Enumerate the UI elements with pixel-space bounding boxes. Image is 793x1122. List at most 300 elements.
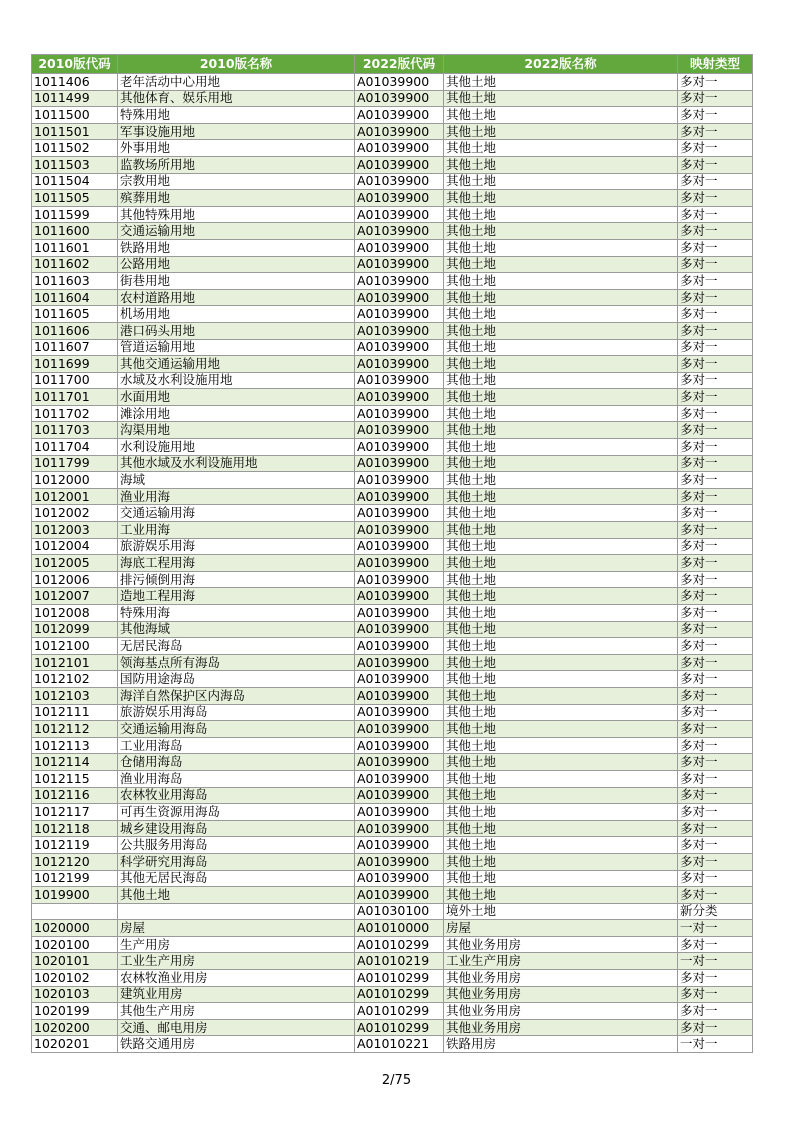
code-mapping-table: [31, 54, 753, 1053]
cell-2022-code: A01039900: [355, 787, 444, 804]
cell-2022-name: 其他土地: [444, 206, 678, 223]
table-body: [32, 74, 753, 1053]
cell-2010-code: 1020102: [32, 970, 118, 987]
cell-2022-code: A01039900: [355, 256, 444, 273]
cell-mapping-type: 多对一: [678, 1019, 753, 1036]
cell-2010-code: 1012119: [32, 837, 118, 854]
table-row: [32, 555, 753, 572]
cell-2010-name: 老年活动中心用地: [118, 74, 355, 91]
cell-2022-name: 铁路用房: [444, 1036, 678, 1053]
cell-mapping-type: 多对一: [678, 306, 753, 323]
cell-mapping-type: 多对一: [678, 372, 753, 389]
cell-2010-code: 1020101: [32, 953, 118, 970]
cell-2022-name: 其他土地: [444, 522, 678, 539]
cell-2010-code: 1011499: [32, 90, 118, 107]
cell-2010-code: 1011799: [32, 455, 118, 472]
cell-mapping-type: 多对一: [678, 986, 753, 1003]
cell-2022-name: 房屋: [444, 920, 678, 937]
cell-2022-name: 其他土地: [444, 439, 678, 456]
cell-2010-name: 农林牧业用海岛: [118, 787, 355, 804]
cell-2022-name: 其他土地: [444, 405, 678, 422]
cell-2010-name: 铁路交通用房: [118, 1036, 355, 1053]
page-number: 2/75: [381, 1073, 412, 1088]
cell-mapping-type: 多对一: [678, 787, 753, 804]
table-row: [32, 273, 753, 290]
cell-mapping-type: 多对一: [678, 970, 753, 987]
cell-2010-name: 机场用地: [118, 306, 355, 323]
cell-2022-code: A01039900: [355, 356, 444, 373]
table-row: [32, 405, 753, 422]
cell-2010-name: 其他海域: [118, 621, 355, 638]
cell-mapping-type: 多对一: [678, 123, 753, 140]
cell-2010-name: 其他土地: [118, 887, 355, 904]
cell-2010-code: 1011606: [32, 322, 118, 339]
table-row: [32, 853, 753, 870]
table-row: [32, 770, 753, 787]
cell-mapping-type: 多对一: [678, 754, 753, 771]
cell-2010-code: 1012000: [32, 472, 118, 489]
table-row: [32, 505, 753, 522]
cell-2022-name: 其他土地: [444, 770, 678, 787]
cell-2010-name: 交通运输用海: [118, 505, 355, 522]
cell-2010-code: 1011599: [32, 206, 118, 223]
cell-2010-name: 可再生资源用海岛: [118, 804, 355, 821]
cell-2022-code: A01039900: [355, 123, 444, 140]
cell-mapping-type: 多对一: [678, 887, 753, 904]
cell-2022-code: A01039900: [355, 687, 444, 704]
table-row: [32, 107, 753, 124]
cell-mapping-type: 多对一: [678, 74, 753, 91]
cell-2010-name: 铁路用地: [118, 239, 355, 256]
table-row: [32, 140, 753, 157]
table-row: [32, 522, 753, 539]
cell-2022-code: A01039900: [355, 853, 444, 870]
cell-2010-name: 水利设施用地: [118, 439, 355, 456]
cell-2022-name: 其他土地: [444, 74, 678, 91]
cell-2010-name: 水域及水利设施用地: [118, 372, 355, 389]
cell-2022-code: A01039900: [355, 721, 444, 738]
cell-2010-code: 1019900: [32, 887, 118, 904]
cell-2022-name: 其他土地: [444, 870, 678, 887]
cell-2010-code: 1012112: [32, 721, 118, 738]
cell-2022-code: A01039900: [355, 306, 444, 323]
cell-2022-code: A01039900: [355, 754, 444, 771]
cell-2010-name: 其他生产用房: [118, 1003, 355, 1020]
cell-mapping-type: 多对一: [678, 107, 753, 124]
cell-2010-name: 交通运输用地: [118, 223, 355, 240]
cell-2010-name: 领海基点所有海岛: [118, 654, 355, 671]
cell-2022-code: A01039900: [355, 239, 444, 256]
cell-2022-name: 其他业务用房: [444, 936, 678, 953]
cell-2010-code: 1011503: [32, 156, 118, 173]
table-row: [32, 704, 753, 721]
cell-2010-code: 1012101: [32, 654, 118, 671]
cell-2010-name: 交通、邮电用房: [118, 1019, 355, 1036]
cell-2022-name: 其他土地: [444, 190, 678, 207]
cell-2010-code: 1012117: [32, 804, 118, 821]
cell-mapping-type: 多对一: [678, 472, 753, 489]
cell-mapping-type: 多对一: [678, 870, 753, 887]
table-row: [32, 123, 753, 140]
cell-2022-name: 其他土地: [444, 754, 678, 771]
cell-mapping-type: 多对一: [678, 273, 753, 290]
cell-2022-name: 其他土地: [444, 140, 678, 157]
cell-2022-name: 其他土地: [444, 588, 678, 605]
cell-mapping-type: 多对一: [678, 140, 753, 157]
cell-2010-code: 1011607: [32, 339, 118, 356]
cell-2010-name: 无居民海岛: [118, 638, 355, 655]
cell-mapping-type: 一对一: [678, 953, 753, 970]
cell-2022-name: 其他业务用房: [444, 1003, 678, 1020]
cell-2010-code: 1011702: [32, 405, 118, 422]
cell-2010-code: 1011505: [32, 190, 118, 207]
cell-2022-name: 其他土地: [444, 621, 678, 638]
cell-2022-name: 其他土地: [444, 638, 678, 655]
table-row: [32, 671, 753, 688]
cell-2022-code: A01039900: [355, 488, 444, 505]
cell-2022-code: A01010219: [355, 953, 444, 970]
cell-2022-name: 其他土地: [444, 339, 678, 356]
cell-2010-code: 1012113: [32, 737, 118, 754]
table-row: [32, 754, 753, 771]
cell-2022-code: A01039900: [355, 820, 444, 837]
cell-mapping-type: 多对一: [678, 737, 753, 754]
cell-2010-name: 监教场所用地: [118, 156, 355, 173]
cell-mapping-type: 多对一: [678, 671, 753, 688]
table-row: [32, 422, 753, 439]
cell-2010-name: 渔业用海岛: [118, 770, 355, 787]
cell-2022-code: A01039900: [355, 870, 444, 887]
cell-2022-name: 其他土地: [444, 887, 678, 904]
cell-2010-name: 管道运输用地: [118, 339, 355, 356]
cell-mapping-type: 多对一: [678, 488, 753, 505]
cell-2010-code: 1011602: [32, 256, 118, 273]
cell-2022-code: A01039900: [355, 190, 444, 207]
cell-2010-code: 1012102: [32, 671, 118, 688]
cell-2022-name: 其他土地: [444, 273, 678, 290]
cell-2022-code: A01010000: [355, 920, 444, 937]
cell-2010-code: 1011700: [32, 372, 118, 389]
cell-mapping-type: 多对一: [678, 522, 753, 539]
table-row: [32, 737, 753, 754]
cell-2022-name: 其他土地: [444, 289, 678, 306]
cell-2022-code: A01039900: [355, 555, 444, 572]
cell-2022-name: 其他土地: [444, 721, 678, 738]
cell-2010-code: 1012115: [32, 770, 118, 787]
cell-mapping-type: 多对一: [678, 770, 753, 787]
cell-2022-name: 其他土地: [444, 804, 678, 821]
cell-mapping-type: 多对一: [678, 621, 753, 638]
cell-2010-name: 其他特殊用地: [118, 206, 355, 223]
table-row: [32, 322, 753, 339]
cell-2022-code: A01039900: [355, 737, 444, 754]
cell-2022-code: A01039900: [355, 74, 444, 91]
cell-2010-code: 1020201: [32, 1036, 118, 1053]
cell-mapping-type: 多对一: [678, 322, 753, 339]
cell-2022-code: A01039900: [355, 588, 444, 605]
cell-2010-code: 1020199: [32, 1003, 118, 1020]
cell-2022-name: 其他土地: [444, 90, 678, 107]
cell-mapping-type: 多对一: [678, 605, 753, 622]
table-row: [32, 887, 753, 904]
cell-2010-code: 1012001: [32, 488, 118, 505]
cell-2010-code: 1012120: [32, 853, 118, 870]
cell-2022-code: A01039900: [355, 339, 444, 356]
cell-2010-name: 城乡建设用海岛: [118, 820, 355, 837]
cell-2010-name: 军事设施用地: [118, 123, 355, 140]
cell-2010-name: 渔业用海: [118, 488, 355, 505]
cell-2010-code: 1011604: [32, 289, 118, 306]
cell-2010-name: 特殊用海: [118, 605, 355, 622]
table-row: [32, 837, 753, 854]
cell-2022-name: 工业生产用房: [444, 953, 678, 970]
cell-2010-code: 1012118: [32, 820, 118, 837]
cell-2022-name: 其他土地: [444, 687, 678, 704]
table-row: [32, 256, 753, 273]
cell-mapping-type: 一对一: [678, 1036, 753, 1053]
table-row: [32, 920, 753, 937]
cell-2010-name: 沟渠用地: [118, 422, 355, 439]
cell-2010-name: 海域: [118, 472, 355, 489]
cell-2022-name: 其他土地: [444, 837, 678, 854]
cell-2010-name: 排污倾倒用海: [118, 571, 355, 588]
cell-2010-name: 农林牧渔业用房: [118, 970, 355, 987]
cell-2022-name: 其他土地: [444, 671, 678, 688]
cell-2010-name: 建筑业用房: [118, 986, 355, 1003]
table-row: [32, 870, 753, 887]
cell-mapping-type: 多对一: [678, 439, 753, 456]
cell-2010-name: 造地工程用海: [118, 588, 355, 605]
cell-2022-code: A01010299: [355, 936, 444, 953]
cell-2022-code: A01030100: [355, 903, 444, 920]
cell-2022-name: 其他土地: [444, 571, 678, 588]
cell-mapping-type: 多对一: [678, 538, 753, 555]
cell-2022-code: A01039900: [355, 837, 444, 854]
cell-mapping-type: 多对一: [678, 555, 753, 572]
cell-2010-name: 房屋: [118, 920, 355, 937]
cell-2022-name: 其他土地: [444, 538, 678, 555]
cell-2022-code: A01039900: [355, 439, 444, 456]
cell-2010-name: 外事用地: [118, 140, 355, 157]
cell-2022-code: A01039900: [355, 140, 444, 157]
cell-2010-name: 生产用房: [118, 936, 355, 953]
cell-2022-name: 其他土地: [444, 223, 678, 240]
cell-2010-code: 1012100: [32, 638, 118, 655]
cell-2010-code: 1011601: [32, 239, 118, 256]
cell-2022-code: A01039900: [355, 455, 444, 472]
table-row: [32, 1019, 753, 1036]
cell-2010-code: 1012199: [32, 870, 118, 887]
table-row: [32, 621, 753, 638]
table-row: [32, 455, 753, 472]
cell-2010-name: 仓储用海岛: [118, 754, 355, 771]
cell-2010-name: 旅游娱乐用海岛: [118, 704, 355, 721]
cell-2010-code: 1012002: [32, 505, 118, 522]
cell-mapping-type: 多对一: [678, 804, 753, 821]
cell-2022-name: 其他土地: [444, 422, 678, 439]
cell-2010-code: 1012099: [32, 621, 118, 638]
table-header-row: [32, 55, 753, 74]
header-2022-name: 2022版名称: [444, 55, 678, 74]
cell-2010-code: 1012103: [32, 687, 118, 704]
cell-mapping-type: 多对一: [678, 837, 753, 854]
cell-mapping-type: 多对一: [678, 389, 753, 406]
cell-2022-code: A01039900: [355, 389, 444, 406]
cell-mapping-type: 多对一: [678, 239, 753, 256]
table-row: [32, 687, 753, 704]
cell-2022-name: 其他土地: [444, 787, 678, 804]
cell-2010-name: 其他交通运输用地: [118, 356, 355, 373]
cell-2010-name: 港口码头用地: [118, 322, 355, 339]
cell-2022-name: 其他土地: [444, 455, 678, 472]
table-row: [32, 472, 753, 489]
table-row: [32, 356, 753, 373]
cell-mapping-type: 新分类: [678, 903, 753, 920]
cell-mapping-type: 一对一: [678, 920, 753, 937]
cell-2022-code: A01039900: [355, 206, 444, 223]
cell-2010-code: 1012114: [32, 754, 118, 771]
cell-2022-name: 其他土地: [444, 107, 678, 124]
cell-2022-code: A01039900: [355, 638, 444, 655]
cell-2010-code: 1011701: [32, 389, 118, 406]
table-row: [32, 588, 753, 605]
table-row: [32, 223, 753, 240]
cell-2010-name: 其他体育、娱乐用地: [118, 90, 355, 107]
cell-2022-name: 其他土地: [444, 488, 678, 505]
mapping-table-container: [31, 54, 752, 1053]
cell-2022-code: A01039900: [355, 671, 444, 688]
cell-2010-code: 1012003: [32, 522, 118, 539]
cell-2010-name: 农村道路用地: [118, 289, 355, 306]
cell-2010-name: 海底工程用海: [118, 555, 355, 572]
cell-2022-code: A01010299: [355, 986, 444, 1003]
cell-2022-code: A01039900: [355, 804, 444, 821]
cell-2022-code: A01039900: [355, 472, 444, 489]
cell-2010-name: 水面用地: [118, 389, 355, 406]
cell-mapping-type: 多对一: [678, 654, 753, 671]
table-row: [32, 787, 753, 804]
cell-mapping-type: 多对一: [678, 173, 753, 190]
header-2022-code: 2022版代码: [355, 55, 444, 74]
table-row: [32, 970, 753, 987]
cell-2010-code: 1020100: [32, 936, 118, 953]
cell-mapping-type: 多对一: [678, 190, 753, 207]
table-row: [32, 306, 753, 323]
cell-2022-name: 其他业务用房: [444, 986, 678, 1003]
table-row: [32, 156, 753, 173]
cell-2022-name: 其他土地: [444, 306, 678, 323]
cell-2010-name: 交通运输用海岛: [118, 721, 355, 738]
cell-mapping-type: 多对一: [678, 223, 753, 240]
cell-2022-code: A01039900: [355, 173, 444, 190]
cell-mapping-type: 多对一: [678, 422, 753, 439]
cell-2010-name: 工业用海: [118, 522, 355, 539]
cell-mapping-type: 多对一: [678, 1003, 753, 1020]
cell-2010-name: 国防用途海岛: [118, 671, 355, 688]
cell-2022-code: A01010299: [355, 1003, 444, 1020]
table-row: [32, 936, 753, 953]
cell-mapping-type: 多对一: [678, 356, 753, 373]
cell-2022-code: A01039900: [355, 654, 444, 671]
table-row: [32, 339, 753, 356]
cell-2022-code: A01039900: [355, 538, 444, 555]
cell-2022-name: 其他土地: [444, 389, 678, 406]
cell-2022-name: 其他土地: [444, 322, 678, 339]
cell-2022-name: 其他土地: [444, 853, 678, 870]
table-row: [32, 190, 753, 207]
cell-2010-code: 1011600: [32, 223, 118, 240]
table-row: [32, 903, 753, 920]
cell-mapping-type: 多对一: [678, 405, 753, 422]
cell-2010-code: 1012008: [32, 605, 118, 622]
cell-2022-code: A01039900: [355, 107, 444, 124]
table-row: [32, 1036, 753, 1053]
cell-2022-code: A01039900: [355, 571, 444, 588]
cell-2010-code: 1011500: [32, 107, 118, 124]
cell-2010-name: 殡葬用地: [118, 190, 355, 207]
table-row: [32, 74, 753, 91]
cell-2010-code: 1011703: [32, 422, 118, 439]
cell-mapping-type: 多对一: [678, 455, 753, 472]
cell-2022-name: 其他土地: [444, 173, 678, 190]
cell-2022-code: A01039900: [355, 621, 444, 638]
cell-2022-code: A01010299: [355, 970, 444, 987]
table-row: [32, 488, 753, 505]
table-row: [32, 804, 753, 821]
cell-2010-code: 1011603: [32, 273, 118, 290]
cell-mapping-type: 多对一: [678, 256, 753, 273]
cell-2022-name: 其他业务用房: [444, 1019, 678, 1036]
cell-2010-code: 1012007: [32, 588, 118, 605]
cell-2010-code: 1012116: [32, 787, 118, 804]
cell-2022-name: 其他土地: [444, 820, 678, 837]
table-row: [32, 820, 753, 837]
cell-2022-name: 其他土地: [444, 555, 678, 572]
header-2010-code: 2010版代码: [32, 55, 118, 74]
cell-2010-name: 街巷用地: [118, 273, 355, 290]
table-row: [32, 654, 753, 671]
cell-2022-code: A01010299: [355, 1019, 444, 1036]
table-row: [32, 372, 753, 389]
cell-2022-name: 其他土地: [444, 737, 678, 754]
table-row: [32, 90, 753, 107]
cell-2022-name: 其他土地: [444, 356, 678, 373]
cell-2010-code: 1011502: [32, 140, 118, 157]
header-2010-name: 2010版名称: [118, 55, 355, 74]
cell-mapping-type: 多对一: [678, 156, 753, 173]
cell-2010-code: 1012004: [32, 538, 118, 555]
cell-2010-code: 1020103: [32, 986, 118, 1003]
cell-2022-name: 其他土地: [444, 605, 678, 622]
cell-2022-code: A01039900: [355, 887, 444, 904]
cell-2022-code: A01039900: [355, 322, 444, 339]
header-mapping-type: 映射类型: [678, 55, 753, 74]
cell-2022-name: 其他土地: [444, 372, 678, 389]
cell-2010-name: 科学研究用海岛: [118, 853, 355, 870]
cell-2010-name: 公共服务用海岛: [118, 837, 355, 854]
cell-2022-code: A01039900: [355, 273, 444, 290]
cell-2010-name: 宗教用地: [118, 173, 355, 190]
cell-mapping-type: 多对一: [678, 687, 753, 704]
cell-mapping-type: 多对一: [678, 853, 753, 870]
table-row: [32, 638, 753, 655]
cell-2010-code: 1011605: [32, 306, 118, 323]
cell-2022-name: 其他土地: [444, 239, 678, 256]
cell-2022-name: 其他业务用房: [444, 970, 678, 987]
cell-2022-code: A01039900: [355, 605, 444, 622]
table-row: [32, 986, 753, 1003]
cell-2022-code: A01039900: [355, 505, 444, 522]
